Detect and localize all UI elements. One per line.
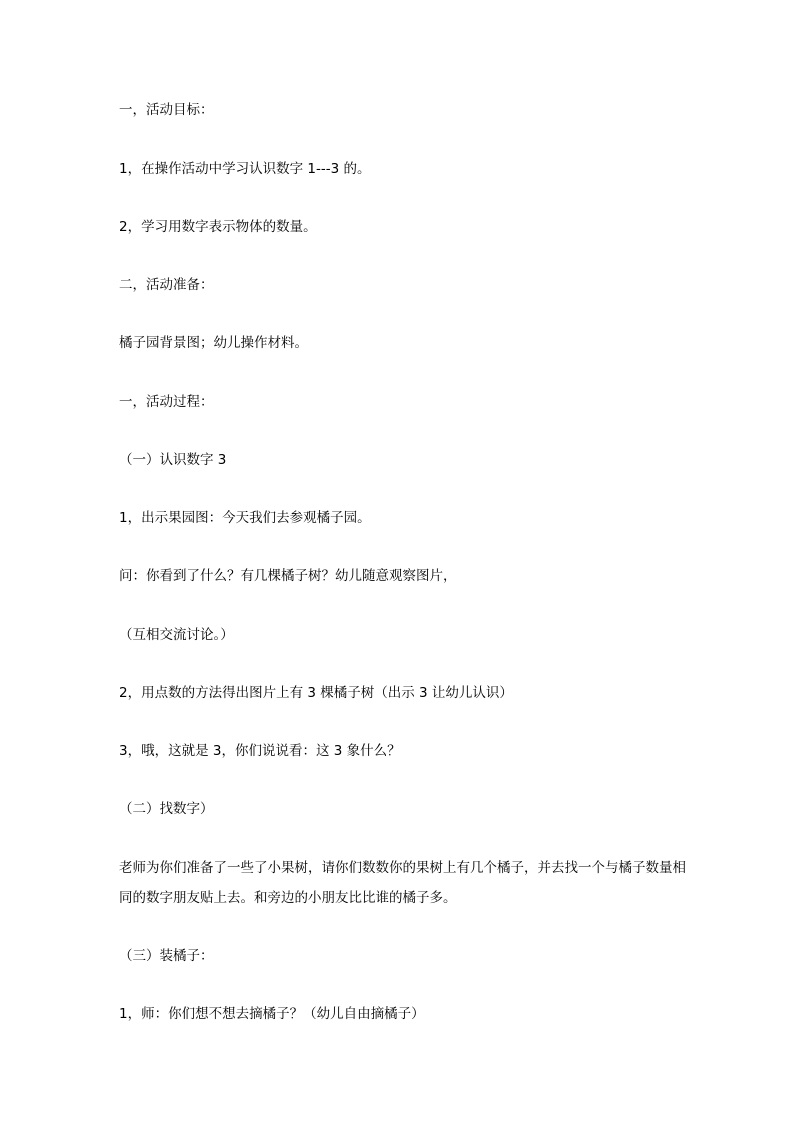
paragraph-goal-1: 1，在操作活动中学习认识数字 1---3 的。 [119,161,371,177]
heading-activity-goals: 一，活动目标： [119,102,214,118]
subheading-recognize-number-3: （一）认识数字 3 [119,452,227,468]
paragraph-question: 问：你看到了什么？有几棵橘子树？幼儿随意观察图片， [119,568,457,584]
paragraph-goal-2: 2，学习用数字表示物体的数量。 [119,219,317,235]
subheading-find-numbers: （二）找数字） [119,801,214,817]
paragraph-show-orchard: 1，出示果园图：今天我们去参观橘子园。 [119,510,371,526]
paragraph-discussion: （互相交流讨论。） [119,627,234,643]
paragraph-count-trees: 2，用点数的方法得出图片上有 3 棵橘子树（出示 3 让幼儿认识） [119,685,513,701]
paragraph-preparation: 橘子园背景图；幼儿操作材料。 [119,335,308,351]
paragraph-this-is-3: 3，哦，这就是 3，你们说说看：这 3 象什么？ [119,743,401,759]
paragraph-pick-oranges: 1，师：你们想不想去摘橘子？（幼儿自由摘橘子） [119,1006,425,1022]
subheading-pack-oranges: （三）装橘子： [119,948,214,964]
heading-activity-process: 一，活动过程： [119,394,214,410]
heading-activity-preparation: 二，活动准备： [119,277,214,293]
paragraph-teacher-prepared: 老师为你们准备了一些了小果树，请你们数数你的果树上有几个橘子，并去找一个与橘子数量相同的数字朋友贴上去。和旁边的小朋友比比谁的橘子多。 [119,860,686,906]
